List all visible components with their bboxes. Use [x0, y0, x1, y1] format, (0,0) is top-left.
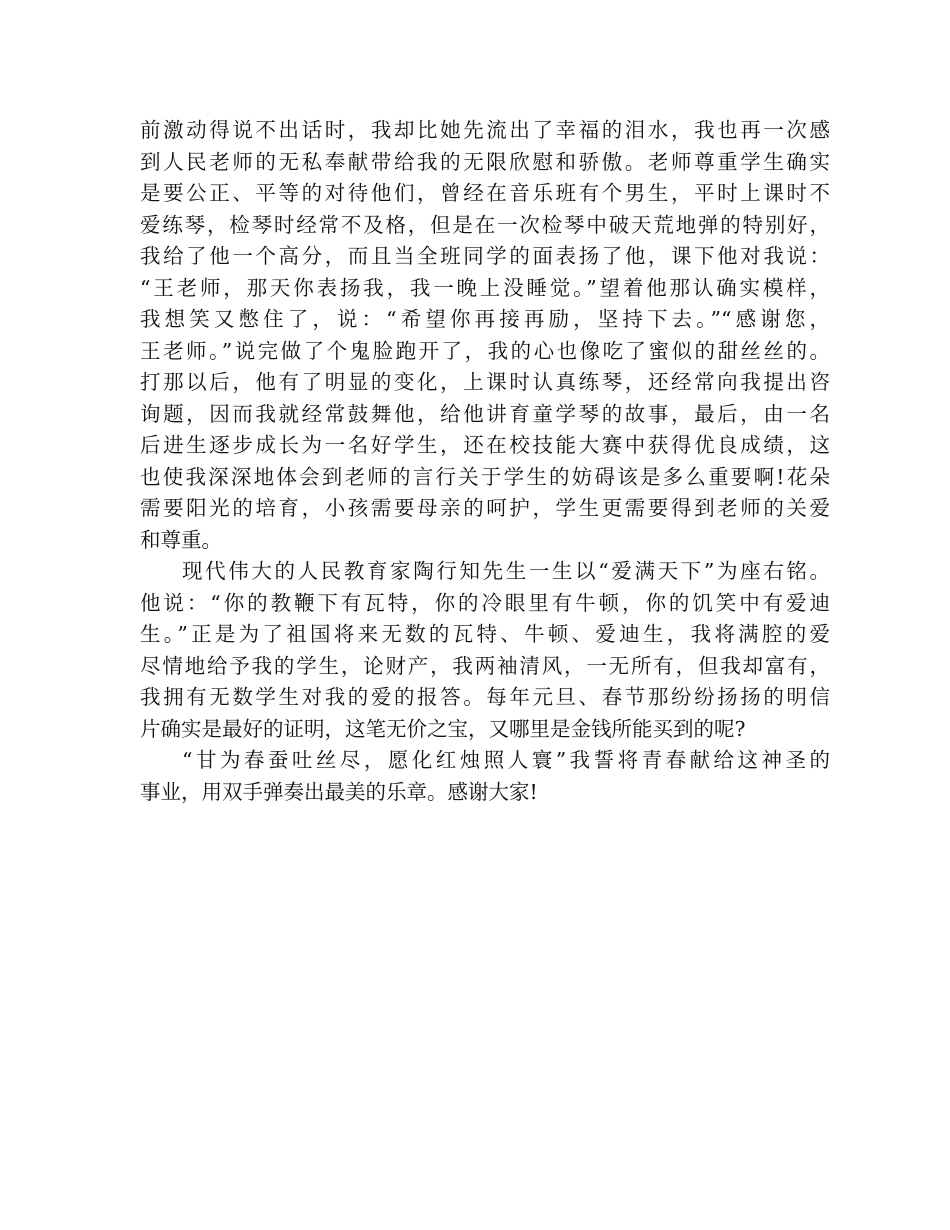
- body-text: [140, 115, 830, 808]
- text-line: 我拥有无数学生对我的爱的报答。每年元旦、春节那纷纷扬扬的明信: [140, 685, 830, 709]
- text-line: 现代伟大的人民教育家陶行知先生一生以“爱满天下”为座右铭。: [182, 559, 830, 583]
- text-line: “王老师，那天你表扬我，我一晚上没睡觉。”望着他那认确实模样，: [140, 275, 830, 300]
- text-line: 需要阳光的培育，小孩需要母亲的呵护，学生更需要得到老师的关爱: [140, 496, 830, 520]
- text-line: 到人民老师的无私奉献带给我的无限欣慰和骄傲。老师尊重学生确实: [140, 149, 830, 174]
- paragraph-1: [140, 115, 830, 556]
- text-line: 后进生逐步成长为一名好学生，还在校技能大赛中获得优良成绩，这: [140, 433, 830, 457]
- text-line: 我想笑又憋住了，说：“希望你再接再励，坚持下去。”“感谢您，: [140, 307, 830, 331]
- paragraph-2: [140, 556, 830, 745]
- text-line: 是要公正、平等的对待他们，曾经在音乐班有个男生，平时上课时不: [140, 181, 830, 205]
- text-line: 我给了他一个高分，而且当全班同学的面表扬了他，课下他对我说：: [140, 244, 830, 268]
- text-line: 打那以后，他有了明显的变化，上课时认真练琴，还经常向我提出咨: [140, 370, 830, 394]
- text-line: 前激动得说不出话时，我却比她先流出了幸福的泪水，我也再一次感: [140, 118, 830, 142]
- text-line: 爱练琴，检琴时经常不及格，但是在一次检琴中破天荒地弹的特别好，: [140, 212, 830, 237]
- text-line: 和尊重。: [140, 527, 222, 552]
- paragraph-3: [140, 745, 830, 808]
- text-line: 片确实是最好的证明，这笔无价之宝，又哪里是金钱所能买到的呢?: [140, 716, 746, 741]
- text-line: “甘为春蚕吐丝尽，愿化红烛照人寰”我誓将青春献给这神圣的: [182, 748, 830, 772]
- text-line: 也使我深深地体会到老师的言行关于学生的妨碍该是多么重要啊!花朵: [140, 464, 830, 489]
- text-line: 他说：“你的教鞭下有瓦特，你的冷眼里有牛顿，你的饥笑中有爱迪: [140, 590, 830, 615]
- text-line: 询题，因而我就经常鼓舞他，给他讲育童学琴的故事，最后，由一名: [140, 401, 830, 426]
- text-line: 生。”正是为了祖国将来无数的瓦特、牛顿、爱迪生，我将满腔的爱: [140, 622, 830, 646]
- text-line: 事业，用双手弹奏出最美的乐章。感谢大家!: [140, 779, 538, 804]
- text-line: 尽情地给予我的学生，论财产，我两袖清风，一无所有，但我却富有，: [140, 653, 830, 678]
- text-line: 王老师。”说完做了个鬼脸跑开了，我的心也像吃了蜜似的甜丝丝的。: [140, 338, 830, 363]
